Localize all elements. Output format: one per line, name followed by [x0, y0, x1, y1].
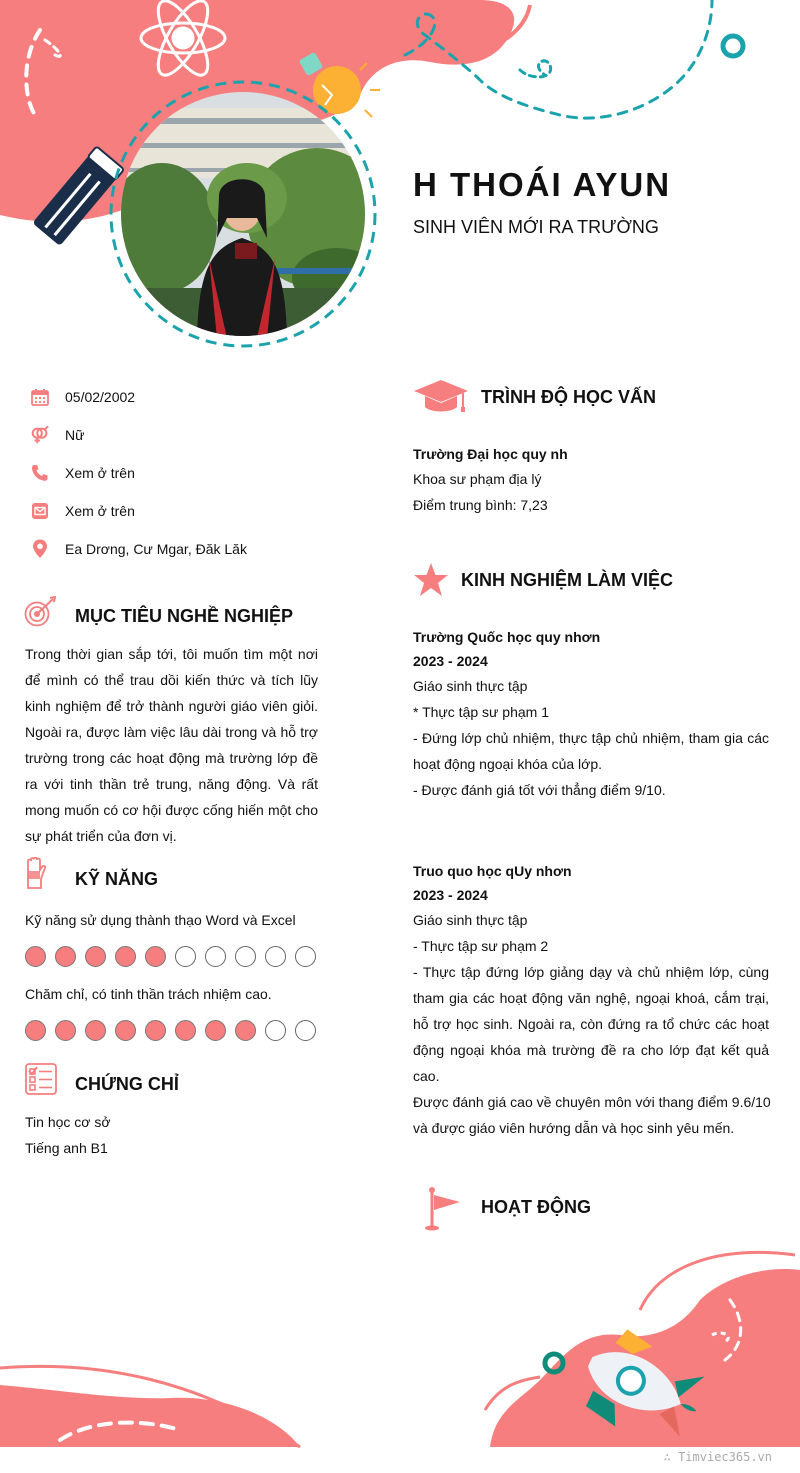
- job-company: Truo quo học qUy nhơn: [413, 863, 572, 879]
- job-detail: - Đứng lớp chủ nhiệm, thực tập chủ nhiệm, tham gia các hoạt động ngoại khóa của lớp.: [413, 730, 769, 772]
- target-icon: [24, 596, 58, 628]
- contact-gender: [30, 424, 85, 446]
- phone-icon: [30, 463, 50, 483]
- skill-name: Kỹ năng sử dụng thành thạo Word và Excel: [25, 912, 296, 928]
- job-detail: - Thực tập đứng lớp giảng dạy và chủ nhiệm lớp, cùng tham gia các hoạt động văn nghệ, ngoại khoá, cắm trại, hỗ trợ học sinh. Ngoài ra, còn đứng ra tổ chức các hoạt động ngoại khóa mà trường đề ra cho lớp đạt kết quả cao.: [413, 964, 769, 1084]
- rating-dot-filled: [115, 1020, 136, 1041]
- email-text: Xem ở trên: [65, 503, 135, 519]
- rating-dot-filled: [175, 1020, 196, 1041]
- job-detail: - Thực tập sư phạm 2: [413, 938, 549, 954]
- gender-icon: [30, 425, 50, 445]
- rating-dot-filled: [205, 1020, 226, 1041]
- rating-dot-filled: [85, 1020, 106, 1041]
- checklist-icon: [25, 1063, 57, 1095]
- rating-dot-filled: [115, 946, 136, 967]
- skill-name: Chăm chỉ, có tinh thần trách nhiệm cao.: [25, 986, 272, 1002]
- email-icon: [30, 501, 50, 521]
- flag-icon: [424, 1186, 464, 1232]
- rating-dot-empty: [205, 946, 226, 967]
- job-period: 2023 - 2024: [413, 887, 488, 903]
- contact-address: [30, 538, 247, 560]
- skill-rating: [25, 1020, 316, 1041]
- rating-dot-empty: [235, 946, 256, 967]
- skills-title: KỸ NĂNG: [75, 869, 159, 889]
- rating-dot-filled: [25, 1020, 46, 1041]
- rating-dot-filled: [235, 1020, 256, 1041]
- rating-dot-empty: [265, 1020, 286, 1041]
- rating-dot-filled: [55, 946, 76, 967]
- job-detail: Được đánh giá cao về chuyên môn với thang điểm 9.6/10 và được giáo viên hướng dẫn và học sinh yêu mến.: [413, 1094, 771, 1136]
- graduation-cap-icon: [413, 379, 469, 415]
- watermark: ∴ Timviec365.vn: [663, 1450, 772, 1464]
- calendar-icon: [30, 387, 50, 407]
- rating-dot-filled: [25, 946, 46, 967]
- address-text: Ea Drơng, Cư Mgar, Đăk Lăk: [65, 541, 247, 557]
- rating-dot-empty: [295, 1020, 316, 1041]
- job-detail: * Thực tập sư phạm 1: [413, 704, 549, 720]
- contact-phone: [30, 462, 135, 484]
- contact-birthdate: [30, 386, 136, 408]
- hand-icon: [24, 857, 48, 889]
- skill-rating: [25, 946, 316, 967]
- phone-text: Xem ở trên: [65, 465, 135, 481]
- job-company: Trường Quốc học quy nhơn: [413, 629, 601, 645]
- job-position: Giáo sinh thực tập: [413, 912, 528, 928]
- candidate-name: H THOÁI AYUN: [413, 166, 672, 203]
- rating-dot-filled: [85, 946, 106, 967]
- rating-dot-empty: [175, 946, 196, 967]
- education-major: Khoa sư phạm địa lý: [413, 471, 542, 487]
- certificate-item: Tiếng anh B1: [25, 1140, 108, 1156]
- job-period: 2023 - 2024: [413, 653, 488, 669]
- activities-title: HOẠT ĐỘNG: [481, 1197, 591, 1217]
- gender-text: Nữ: [65, 427, 85, 443]
- rating-dot-filled: [55, 1020, 76, 1041]
- certificate-item: Tin học cơ sở: [25, 1114, 111, 1130]
- profile-photo: [117, 88, 369, 340]
- job-position: Giáo sinh thực tập: [413, 678, 528, 694]
- rating-dot-empty: [265, 946, 286, 967]
- education-school: Trường Đại học quy nh: [413, 446, 568, 462]
- candidate-title: SINH VIÊN MỚI RA TRƯỜNG: [413, 217, 659, 237]
- rating-dot-filled: [145, 1020, 166, 1041]
- education-title: TRÌNH ĐỘ HỌC VẤN: [481, 387, 656, 407]
- certificates-title: CHỨNG CHỈ: [75, 1074, 179, 1094]
- objective-title: MỤC TIÊU NGHỀ NGHIỆP: [75, 606, 294, 626]
- objective-text: Trong thời gian sắp tới, tôi muốn tìm một nơi để mình có thể trau dồi kiến thức và tích lũy kinh nghiệm để trở thành người giáo viên giỏi. Ngoài ra, được làm việc lâu dài trong và hỗ trợ trường trong các hoạt động mà trường lớp đề ra với tinh thần trẻ trung, năng động. Và rất mong muốn có cơ hội được cống hiến một cho sự phát triển của đơn vị.: [25, 646, 318, 844]
- rating-dot-empty: [295, 946, 316, 967]
- star-icon: [413, 562, 449, 598]
- experience-title: KINH NGHIỆM LÀM VIỆC: [461, 570, 674, 590]
- birthdate-text: 05/02/2002: [65, 389, 136, 405]
- contact-email: [30, 500, 135, 522]
- job-detail: - Được đánh giá tốt với thẳng điểm 9/10.: [413, 782, 666, 798]
- education-gpa: Điểm trung bình: 7,23: [413, 497, 548, 513]
- location-icon: [30, 539, 50, 559]
- rating-dot-filled: [145, 946, 166, 967]
